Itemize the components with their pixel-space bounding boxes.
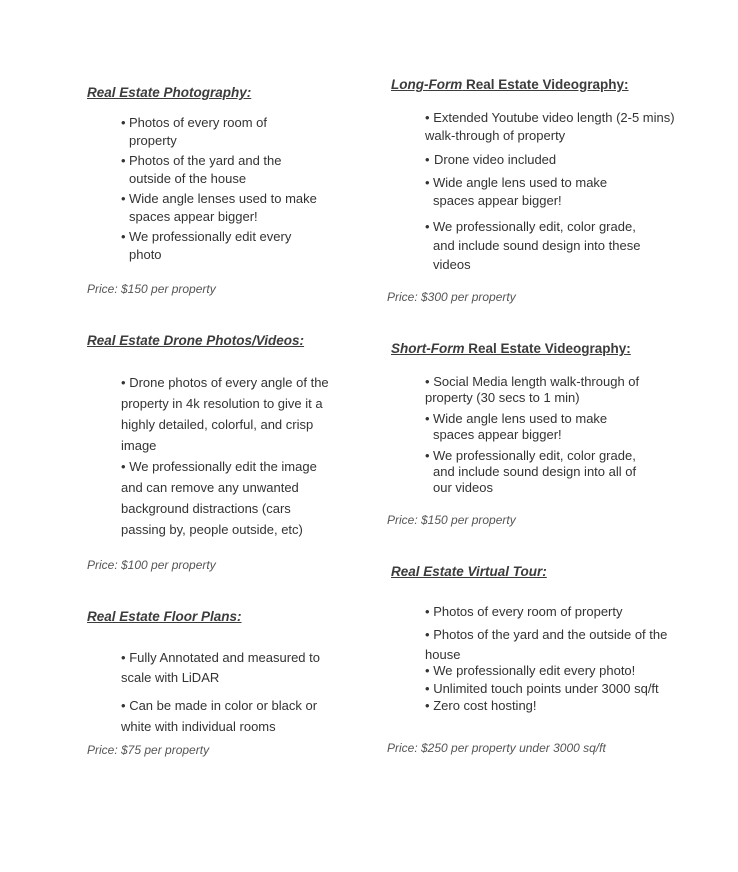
bullet-icon: • [425, 448, 430, 463]
bullet-icon: • [425, 698, 430, 713]
bullet-icon: • [425, 219, 430, 234]
list-item: • Drone photos of every angle of the property in 4k resolution to give it a highly detailed, colorful, and crisp image [121, 375, 329, 453]
long-form-heading: Long-Form Real Estate Videography: [391, 77, 629, 92]
list-item: • We professionally edit the image and can remove any unwanted background distractions (cars passing by, people outside, etc) [121, 459, 317, 537]
list-item: • Wide angle lens used to make spaces appear bigger! [425, 175, 608, 208]
list-item: • Extended Youtube video length (2-5 mins) walk-through of property [425, 110, 675, 143]
bullet-icon: • [425, 374, 430, 389]
list-item: • Drone video included [425, 152, 557, 167]
bullet-icon: • [425, 604, 430, 619]
bullet-icon: • [121, 115, 126, 130]
list-item: • Photos of every room of property [425, 604, 623, 619]
bullet-icon: • [425, 627, 430, 642]
list-item: • Zero cost hosting! [425, 698, 537, 713]
long-form-price: Price: $300 per property [387, 290, 516, 304]
list-item: • We professionally edit every photo! [425, 663, 636, 678]
floor-plans-heading: Real Estate Floor Plans: [87, 609, 242, 624]
drone-heading: Real Estate Drone Photos/Videos: [87, 333, 305, 348]
bullet-icon: • [121, 459, 126, 474]
list-item: • We professionally edit, color grade, and include sound design into all of our videos [425, 448, 637, 495]
bullet-icon: • [425, 411, 430, 426]
bullet-icon: • [121, 650, 126, 665]
list-item: • We professionally edit, color grade, and include sound design into these videos [425, 219, 641, 272]
short-form-price: Price: $150 per property [387, 513, 516, 527]
bullet-icon: • [121, 153, 126, 168]
virtual-tour-price: Price: $250 per property under 3000 sq/ft [387, 741, 606, 755]
list-item: • Wide angle lenses used to make spaces appear bigger! [121, 191, 317, 224]
bullet-icon: • [425, 681, 430, 696]
list-item: • Photos of the yard and the outside of the house [425, 627, 668, 662]
drone-price: Price: $100 per property [87, 558, 216, 572]
short-form-heading: Short-Form Real Estate Videography: [391, 341, 631, 356]
list-item: • Can be made in color or black or white with individual rooms [121, 698, 318, 734]
photography-heading: Real Estate Photography: [87, 85, 252, 100]
floor-plans-price: Price: $75 per property [87, 743, 210, 757]
list-item: • Photos of every room of property [121, 115, 268, 148]
bullet-icon: • [121, 698, 126, 713]
bullet-icon: • [425, 152, 430, 167]
bullet-icon: • [121, 191, 126, 206]
list-item: • We professionally edit every photo [121, 229, 292, 262]
bullet-icon: • [121, 229, 126, 244]
photography-price: Price: $150 per property [87, 282, 216, 296]
list-item: • Wide angle lens used to make spaces appear bigger! [425, 411, 608, 442]
list-item: • Unlimited touch points under 3000 sq/ft [425, 681, 659, 696]
list-item: • Fully Annotated and measured to scale with LiDAR [121, 650, 320, 685]
bullet-icon: • [121, 375, 126, 390]
list-item: • Photos of the yard and the outside of the house [121, 153, 282, 186]
bullet-icon: • [425, 175, 430, 190]
bullet-icon: • [425, 110, 430, 125]
list-item: • Social Media length walk-through of property (30 secs to 1 min) [425, 374, 640, 405]
bullet-icon: • [425, 663, 430, 678]
virtual-tour-heading: Real Estate Virtual Tour: [391, 564, 547, 579]
